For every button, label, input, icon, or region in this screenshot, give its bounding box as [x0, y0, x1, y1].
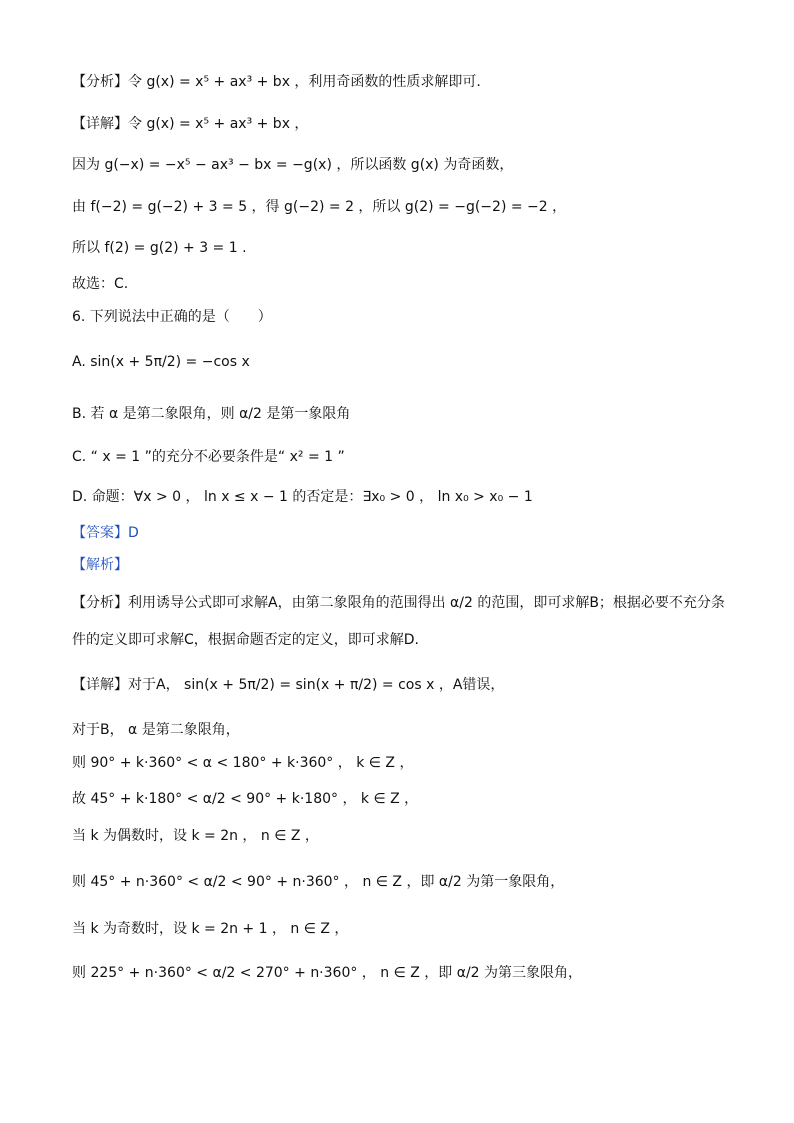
question-6-stem: 6. 下列说法中正确的是（ ） [72, 309, 272, 325]
detail-line-2: 因为 g(−x) = −x⁵ − ax³ − bx = −g(x) ，所以函数 g(x) 为奇函数， [72, 157, 514, 173]
solution-detail-a: 【详解】对于A， sin(x + 5π/2) = sin(x + π/2) = cos x ，A错误， [72, 677, 505, 693]
detail-line-3: 由 f(−2) = g(−2) + 3 = 5 ，得 g(−2) = 2 ，所以 g(2) = −g(−2) = −2 ， [72, 199, 567, 215]
detail-line-1: 【详解】令 g(x) = x⁵ + ax³ + bx ， [72, 116, 309, 132]
option-a: A. sin(x + 5π/2) = −cos x [72, 354, 250, 370]
solution-even-result: 则 45° + n·360° < α/2 < 90° + n·360° ， n ∈ Z ，即 α/2 为第一象限角， [72, 874, 565, 890]
solution-even-case: 当 k 为偶数时，设 k = 2n ， n ∈ Z ， [72, 828, 319, 844]
solution-label: 【解析】 [72, 557, 128, 573]
solution-odd-result: 则 225° + n·360° < α/2 < 270° + n·360° ， n ∈ Z ，即 α/2 为第三象限角， [72, 965, 583, 981]
solution-analysis-1: 【分析】利用诱导公式即可求解A，由第二象限角的范围得出 α/2 的范围，即可求解B；根据必要不充分条 [72, 595, 725, 611]
analysis-line-1: 【分析】令 g(x) = x⁵ + ax³ + bx ，利用奇函数的性质求解即可. [72, 74, 481, 90]
detail-line-4: 所以 f(2) = g(2) + 3 = 1 . [72, 240, 247, 256]
option-b: B. 若 α 是第二象限角，则 α/2 是第一象限角 [72, 406, 351, 422]
answer-label: 【答案】D [72, 525, 139, 541]
solution-detail-b: 对于B， α 是第二象限角， [72, 722, 240, 738]
solution-analysis-2: 件的定义即可求解C，根据命题否定的定义，即可求解D. [72, 632, 420, 648]
answer-choice-line: 故选：C. [72, 276, 129, 292]
solution-odd-case: 当 k 为奇数时，设 k = 2n + 1 ， n ∈ Z ， [72, 921, 349, 937]
option-d: D. 命题：∀x > 0 ， ln x ≤ x − 1 的否定是：∃x₀ > 0 ， ln x₀ > x₀ − 1 [72, 489, 533, 505]
solution-b-range-2: 故 45° + k·180° < α/2 < 90° + k·180° ， k ∈ Z ， [72, 791, 419, 807]
option-c: C. “ x = 1 ”的充分不必要条件是“ x² = 1 ” [72, 449, 345, 465]
solution-b-range-1: 则 90° + k·360° < α < 180° + k·360° ， k ∈ Z ， [72, 755, 414, 771]
